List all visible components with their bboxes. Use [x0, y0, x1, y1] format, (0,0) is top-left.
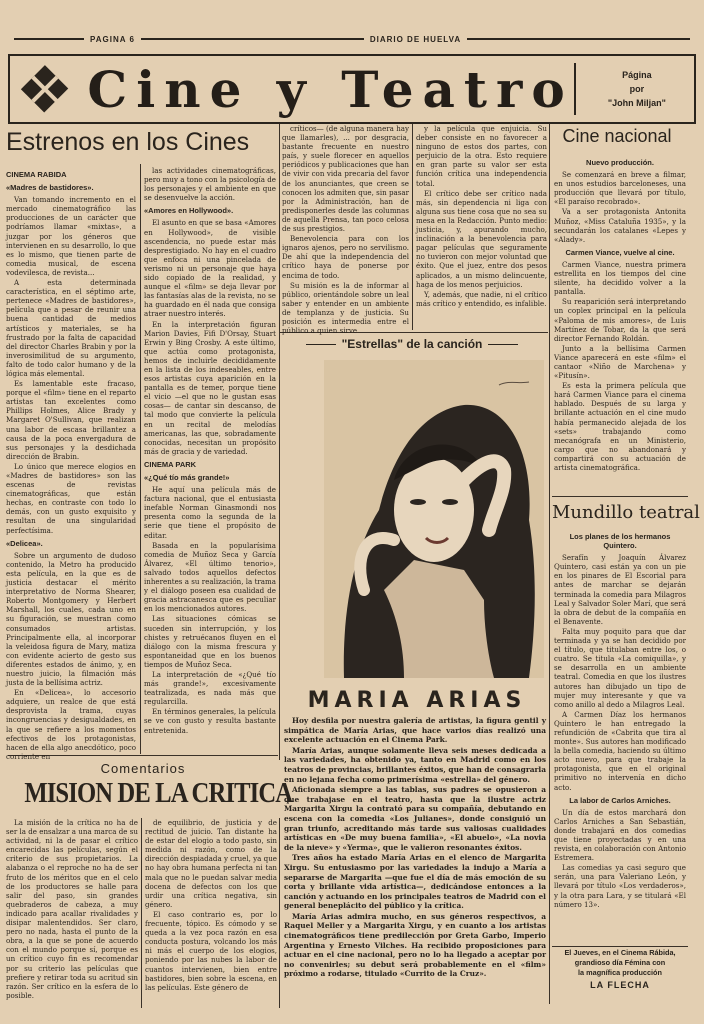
paragraph: Tres años ha estado María Arias en el elenco de Margarita Xirgu. Su entusiasmo por las variedades la indujo a María a separarse de Margarita —que fue el día de más emoción de su corta y brillante vida artística—, dedicándose entonces a la canción y actuando en los principales teatros de Madrid con el general beneplácito del público y la crítica.	[284, 853, 546, 911]
paragraph: Lo único que merece elogios en «Madres de bastidores» son las escenas de revistas cinematográficas, que están hechas, en contraste con todo lo demás, con un gusto exquisito y resultan de una singularidad perfectísima.	[6, 461, 136, 535]
paragraph: Su reaparición será interpretando un coplex principal en la película «Paloma de mis amores», de Luis Martínez de Tobar, da la que será director Fernando Roldán.	[554, 297, 686, 343]
section-rule	[552, 946, 688, 947]
comentarios-kicker: Comentarios	[100, 761, 186, 776]
maria-arias-article	[284, 716, 546, 1006]
column-rule	[279, 124, 280, 760]
subheading: La labor de Carlos Arniches.	[569, 795, 671, 805]
paragraph: La misión de la crítica no ha de ser la de ensalzar a una marca de su actividad, ni la de pasar el crítico encarecidas las películas, según el criterio de sus propietarios. La alabanza o el reproche no ha de ser fruto de los méritos que en el celo de los productores se halle para salir del paso, sin grandes quebraderos de cabeza, a muy indicado para acallar rivalidades y disipar malentendidos. Ser claro, pero no nada, hasta el punto de la obra, a la que se pone de acuerdo con el mundo porque sí, porque es un crítico cuyo fin es recomendar por su criterio las películas que prefiere y retirar toda su acritud sin razón. Ser crítico en la esfera de lo posible.	[6, 818, 138, 1000]
paragraph: y la película que enjuicia. Su deber consiste en no favorecer a ninguno de estos dos partes, con perjuicio de la otra. Esto requiere en gran parte su valor ser esta función crítica una independencia total.	[416, 124, 547, 188]
paragraph: Aficionada siempre a las tablas, sus padres se opusieron a que trabajase en el teatro, hasta que la ilustre actriz Margarita Xirgu la contrató para su compañía, debutando en escena con la comedia «Los Julianes», donde consiguió un gran triunfo, acreditando más tarde sus valiosas cualidades artísticas en «De muy buena familia», «El abuelo», «La novia de la nieve» y «Yerma», que le valieron resonantes éxitos.	[284, 785, 546, 852]
estrenos-column-2	[144, 166, 276, 754]
paragraph: En términos generales, la película se ve con gusto y resulta bastante entretenida.	[144, 707, 276, 735]
subheading: Carmen Viance, vuelve al cine.	[565, 247, 675, 257]
column-rule	[141, 818, 142, 1008]
paragraph: María Arias, aunque solamente lleva seis meses dedicada a las variedades, ha obtenido ya, tanto en Madrid como en los teatros de provincias, brillantes éxitos, que han de consagrarla en no lejana fecha como primerísima «estrella» del género.	[284, 745, 546, 784]
paragraph: Es lamentable este fracaso, porque el «film» tiene en el reparto artistas tan excelentes como Phillips Holmes, Alice Brady y Margaret O'Sullivan, que realizan una labor de escasa brillantez a causa de la poca envergadura de sus personajes y la desdichada dirección de Brabin.	[6, 379, 136, 461]
cine-nacional-column	[554, 154, 686, 494]
advert-line-2: la magnífica producción	[578, 968, 662, 977]
paragraph: Va a ser protagonista Antonita Muñoz, «Miss Cataluña 1935», y la secundarán los catalanes «Lepes y «Alady».	[554, 207, 686, 244]
paragraph: El crítico debe ser crítico nada más, sin dependencia ni liga con alguna sus tiene cosa que no sea su mesa en la Redacción. Punto medio: justicia, y, apurando mucho, inclinación a la benevolencia para pagar películas que seguramente no tuvieron con mejor voluntad que éxito. Que el juez, entre dos pesos aplicados, a un mismo delincuente, haga de los menos perjuicios.	[416, 188, 547, 289]
byline-by: por	[629, 84, 645, 94]
header-rule-left	[14, 38, 84, 40]
maria-arias-portrait	[324, 360, 544, 678]
paragraph: Serafín y Joaquín Álvarez Quintero, casi están ya con un pie en los pinares de El Escorial para antes de marchar se dejarán terminada la comedia para Milagros Leal y Salvador Soler Marí, que será la obra de debut de la compañía en el Benavente.	[554, 553, 686, 626]
venue-heading: CINEMA RABIDA	[6, 170, 67, 179]
mundillo-column	[554, 528, 686, 942]
column-rule	[549, 124, 550, 1004]
mision-critica-column-2	[145, 818, 277, 1012]
newspaper-name: DIARIO DE HUELVA	[369, 34, 462, 44]
section-title: Cine y Teatro	[87, 59, 574, 119]
paragraph: He aquí una película más de factura nacional, que el entusiasta inefable Norman Ginasmondi nos presenta como la segunda de la serie que tiene el propósito de editar.	[144, 485, 276, 540]
column-rule	[412, 124, 413, 330]
paragraph: La interpretación de «¿Qué tío más grande!», excesivamente teatralizada, es nada más que regularcilla.	[144, 669, 276, 707]
byline-page: Página	[622, 70, 652, 80]
column-rule	[279, 818, 280, 1008]
byline-author: "John Miljan"	[607, 98, 666, 108]
header-rule-right	[467, 38, 690, 40]
paragraph: Falta muy poquito para que dar terminada y ya se han decidido por el título, que titulaban entre los, o cuatro. Se titula «La comiquilla», y se desarrolla en un ambiente teatral. Comedia en que los ilustres autores han dibujado un tipo de mujer muy interesante y que va como anillo al dedo a Milagros Leal.	[554, 626, 686, 709]
subheading: Nuevo producción.	[586, 158, 654, 167]
paragraph: Sobre un argumento de dudoso contenido, la Metro ha producido esta película, en la que es de justicia destacar el mérito interpretativo de Norma Shearer, Roberto Montgomery y Herbert Marshall, los cuales, cada uno en su figuración, se muestran como consumados artistas. Principalmente ella, al incorporar la veleidosa figura de Mary, matiza con evidente acierto de gesto sus diferentes estados de ánimo, y, en nuestro juicio, la filmación más justa de la bellísima actriz.	[6, 550, 136, 688]
mision-critica-headline: MISION DE LA CRITICA	[24, 778, 293, 809]
page-number: PAGINA 6	[90, 34, 135, 44]
cine-nacional-headline: Cine nacional	[562, 126, 672, 146]
paragraph: Es esta la primera película que hará Carmen Viance para el cinema hablado. Después de su larga y brillante actuación en el cine mudo había permanecido alejada de los «sets» trabajando como mecanógrafa en un Ministerio, cargo que no abandonará y compartirá con su actuación de artista cinematográfica.	[554, 381, 686, 472]
estrenos-headline: Estrenos en los Cines	[6, 128, 250, 156]
paragraph: En la interpretación figuran Marion Davies, Fifi D'Orsay, Stuart Erwin y Bing Crosby. A este último, que actúa como protagonista, hemos de incluirle decididamente en la lista de los indeseables, entre esos artistas cuya aparición en la pantalla es de temer, porque tiene el vicio —el que no le gustan esas cosas— de cantar sin descanso, de tal modo que convierte la película en un recital de melodías americanas, las que, sobradamente conocidas, necesitan un propósito más de gracia y de variedad.	[144, 319, 276, 456]
paragraph: A Carmen Díaz los hermanos Quintero le han entregado la refundición de «Cabrita que tira al monte». Sus autores han modificado la bella comedia, haciendo su último acto nuevo, para que trabaje la protagonista, que en el original primitivo no intervenía en dicho acto.	[554, 709, 686, 792]
mision-critica-column-1	[6, 818, 138, 1012]
estrenos-column-1	[6, 166, 136, 761]
paragraph: críticos— (de alguna manera hay que llamarles), ... por desgracia, bastante frecuente en nuestro país, y suele florecer en aquellos periódicos y publicaciones que han de vivir con vida precaria del favor de los anunciantes, que creen se conocen los admiten que, sin pasar por la Administración, han de predisponerles desde las columnas de aquella Prensa, tan poco celosa de sus prestigios.	[282, 124, 409, 234]
paragraph: Carmen Viance, nuestra primera estrellita en los tiempos del cine silente, ha decidido volver a la pantalla.	[554, 259, 686, 297]
mundillo-headline: Mundillo teatral	[552, 502, 700, 523]
paragraph: Su misión es la de informar al público, orientándole sobre un leal saber y entender en un ambiente de templanza y de justicia. Su posición es intermedia entre el público a quien sirve	[282, 280, 409, 336]
cinema-advert	[552, 948, 688, 1000]
paragraph: María Arias admira mucho, en sus géneros respectivos, a Raquel Meller y a Margarita Xirgu, y en cuanto a los artistas cinematográficos tiene predilección por Greta Garbo, Imperio Argentina y Ernesto Vilches. Ha recibido proposiciones para actuar en el cine nacional, pero no lo ha llegado a aceptar por no convenirles; su debut será probablemente en el «film» próximo a rodarse, titulado «Currito de la Cruz».	[284, 911, 546, 979]
diamond-ornament-icon	[21, 65, 69, 113]
subheading: Los planes de los hermanos Quintero.	[569, 532, 671, 551]
paragraph: En «Delicea», lo accesorio adquiere, un realce de que está desprovista la trama, cuyas incongruencias y desigualdades, en la que se refiere a los momentos efectivos de los protagonistas, hacen de ella algo anecdótico, poco corriente en	[6, 688, 136, 761]
header-rule-middle	[141, 38, 364, 40]
paragraph: de equilibrio, de justicia y de rectitud de juicio. Tan distante ha de estar del elogio a todo pasto, sin medida ni razón, como de la dirección despiadada y cruel, ya que no hay obra humana perfecta ni tan mala que no le puedan salvar media docena de defectos con los que urdir una crítica negativa, sin género.	[145, 818, 277, 909]
paragraph: Hoy desfila por nuestra galería de artistas, la figura gentil y simpática de María Arias, que hace varios días realizó una excelente actuación en el Cinema Park.	[284, 716, 546, 745]
advert-line-1: El Jueves, en el Cinema Rábida, grandioso día Fémina con	[564, 948, 676, 967]
portrait-illustration	[324, 360, 544, 678]
film-heading: «Madres de bastidores».	[6, 183, 94, 193]
critica-continued-column-2	[416, 124, 547, 330]
advert-film-title: LA FLECHA	[590, 980, 650, 990]
venue-heading: CINEMA PARK	[144, 459, 197, 469]
paragraph: Las comedias ya casi seguro que serán, una para Valeriano León, y llevará por título «Los verdaderos», y la otra para Lara, y se titulará «El número 13».	[554, 863, 686, 909]
paragraph: Se comenzará en breve a filmar, en unos estudios barceloneses, una producción que llevará por título, «El paraíso recobrado».	[554, 170, 686, 207]
paragraph: Basada en la popularísima comedia de Muñoz Seca y García Álvarez, «El último tenorio», salvado todos aquellos defectos inherentes a su realización, la trama y el diálogo poseen esa cualidad de gracia astracanesca que es peculiar en los mencionados autores.	[144, 540, 276, 614]
estrellas-headline: "Estrellas" de la canción	[276, 337, 548, 351]
column-rule	[140, 164, 141, 754]
film-heading: «Amores en Hollywood».	[144, 206, 234, 216]
film-heading: «¿Qué tío más grande!»	[144, 473, 230, 482]
byline-box	[574, 63, 686, 115]
paragraph: Un día de estos marchará don Carlos Arniches a San Sebastián, donde trabajará en dos comedias que tiene proyectadas y en una revista, en colaboración con Antonio Estremera.	[554, 807, 686, 863]
film-heading: «Delicea».	[6, 538, 43, 548]
paragraph: El caso contrario es, por lo frecuente, tópico. Es cómodo y se queda a la vez poca razón en esa conducta postura, volcando los más ni más el cuerpo de los elogios, poniendo por las nubes la labor de cuantos intervienen, bien entre bastidores, bien sobre la escena, en las películas. Este género de	[145, 909, 277, 992]
paragraph: Benevolencia para con los ignaros ajenos, pero no servilismo. De ahí que la independencia del crítico haya de ponerse por encima de todo.	[282, 234, 409, 280]
paragraph: A esta determinada característica, en el séptimo arte, pertenece «Madres de bastidores», película que a pesar de reunir una buena cantidad de medios artísticos y materiales, se ha frustrado por la falta de capacidad del director Charles Brabin y por la inverosimilitud de su argumento, falto de todo calor humano y de la lógica más elemental.	[6, 278, 136, 378]
maria-arias-heading: MARIA ARIAS	[307, 688, 527, 713]
section-rule	[552, 496, 688, 497]
paragraph: El asunto en que se basa «Amores en Hollywood», de visible ascendencia, no puede estar más desprestigiado. No hay en el cuadro que enfoca ni una pincelada de verismo ni un personaje que haya sido copiado de la realidad, y aunque el «film» se deja llevar por las fantasías alas de la revista, no se ha guardado en él nada que consiga atraer nuestro interés.	[144, 218, 276, 319]
section-masthead	[8, 54, 696, 124]
paragraph: Van tomando incremento en el mercado cinematográfico las producciones de un carácter que podríamos llamar «mixtas», a juzgar por los géneros que intervienen en su desarrollo, lo que es lo mismo, que tienen parte de comedia musical, de escena vodevilesca, de revista...	[6, 195, 136, 277]
critica-continued-column-1	[282, 124, 409, 336]
paragraph: las actividades cinematográficas, pero muy a tono con la psicología de los personajes y el ambiente en que se desenvuelve la acción.	[144, 166, 276, 203]
running-header	[8, 32, 696, 46]
paragraph: Junto a la bellísima Carmen Viance aparecerá en este «film» el cantaor «Niño de Marchena» y «Pitusín».	[554, 343, 686, 381]
paragraph: Las situaciones cómicas se suceden sin interrupción, y los chistes y retruécanos fluyen en el diálogo con la misma frescura y espontaneidad que en los buenos tiempos de Muñoz Seca.	[144, 614, 276, 669]
paragraph: Y, además, que nadie, ni el crítico más crítico y entendido, es infalible.	[416, 289, 547, 308]
